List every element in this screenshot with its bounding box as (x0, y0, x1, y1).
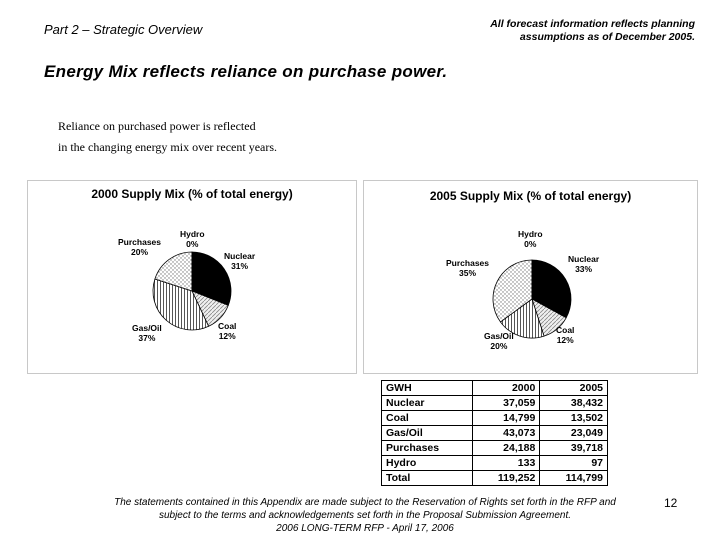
label-val: 0% (186, 239, 199, 249)
cell-2000: 37,059 (472, 396, 540, 411)
table-row-total (382, 471, 608, 486)
label-cat: Purchases (446, 258, 489, 268)
label-cat: Coal (218, 321, 237, 331)
label-cat: Hydro (518, 229, 543, 239)
cell-2005: 38,432 (540, 396, 608, 411)
cell-2000: 14,799 (472, 411, 540, 426)
headline: Energy Mix reflects reliance on purchase power. (44, 62, 448, 81)
table-row (382, 426, 608, 441)
table-header-2000: 2000 (472, 381, 540, 396)
pie-label-2000-coal (218, 321, 236, 341)
cell-2000: 24,188 (472, 441, 540, 456)
cell-2005: 13,502 (540, 411, 608, 426)
pie-label-2005-purchases (446, 258, 489, 278)
section-title: Part 2 – Strategic Overview (44, 22, 203, 37)
page-number: 12 (664, 496, 678, 510)
label-cat: Coal (556, 325, 575, 335)
table-header-gwh: GWH (382, 381, 473, 396)
label-cat: Gas/Oil (484, 331, 514, 341)
gwh-table (381, 380, 608, 486)
table-row (382, 396, 608, 411)
row-label: Nuclear (382, 396, 473, 411)
table-header-row (382, 381, 608, 396)
pie-label-2005-hydro (518, 229, 543, 249)
label-cat: Gas/Oil (132, 323, 162, 333)
forecast-note (445, 18, 695, 44)
row-label: Coal (382, 411, 473, 426)
table-header-2005: 2005 (540, 381, 608, 396)
footer-disclaimer (80, 496, 650, 535)
label-val: 20% (490, 341, 508, 351)
label-val: 12% (218, 331, 236, 341)
pie-label-2005-gasoil (484, 331, 514, 351)
intro-line-1: Reliance on purchased power is reflected (58, 119, 256, 133)
pie-label-2005-coal (556, 325, 574, 345)
pie-panel-2000 (27, 180, 357, 374)
row-label: Total (382, 471, 473, 486)
cell-2005: 114,799 (540, 471, 608, 486)
footer-line3: 2006 LONG-TERM RFP - April 17, 2006 (276, 523, 454, 534)
pie-title-2005: 2005 Supply Mix (% of total energy) (429, 189, 632, 203)
label-cat: Purchases (118, 237, 161, 247)
row-label: Hydro (382, 456, 473, 471)
table-row (382, 456, 608, 471)
pie-panel-2005 (363, 180, 698, 374)
label-val: 37% (138, 333, 156, 343)
pie-chart-2005 (364, 181, 697, 373)
forecast-note-line1: All forecast information reflects planning (490, 18, 695, 30)
pie-label-2000-gasoil (132, 323, 162, 343)
label-val: 12% (556, 335, 574, 345)
pie-title-2000: 2000 Supply Mix (% of total energy) (91, 187, 293, 201)
pie-label-2000-purchases (118, 237, 161, 257)
pie-label-2005-nuclear (568, 254, 599, 274)
label-cat: Nuclear (224, 251, 256, 261)
label-cat: Nuclear (568, 254, 600, 264)
label-val: 20% (130, 247, 148, 257)
intro-line-2: in the changing energy mix over recent years. (58, 140, 278, 154)
cell-2005: 39,718 (540, 441, 608, 456)
table-row (382, 411, 608, 426)
pie-chart-2000 (28, 181, 356, 373)
cell-2005: 23,049 (540, 426, 608, 441)
row-label: Gas/Oil (382, 426, 473, 441)
row-label: Purchases (382, 441, 473, 456)
footer-line1: The statements contained in this Appendix are made subject to the Reservation of Rights set forth in the RFP and (114, 497, 616, 508)
label-cat: Hydro (180, 229, 205, 239)
table-row (382, 441, 608, 456)
pie-label-2000-hydro (180, 229, 205, 249)
cell-2000: 133 (472, 456, 540, 471)
cell-2000: 43,073 (472, 426, 540, 441)
cell-2005: 97 (540, 456, 608, 471)
label-val: 35% (458, 268, 476, 278)
pie-label-2000-nuclear (224, 251, 255, 271)
label-val: 0% (524, 239, 537, 249)
label-val: 31% (231, 261, 249, 271)
label-val: 33% (575, 264, 593, 274)
cell-2000: 119,252 (472, 471, 540, 486)
forecast-note-line2: assumptions as of December 2005. (519, 31, 695, 43)
footer-line2: subject to the terms and acknowledgements set forth in the Proposal Submission Agreement. (158, 510, 572, 521)
